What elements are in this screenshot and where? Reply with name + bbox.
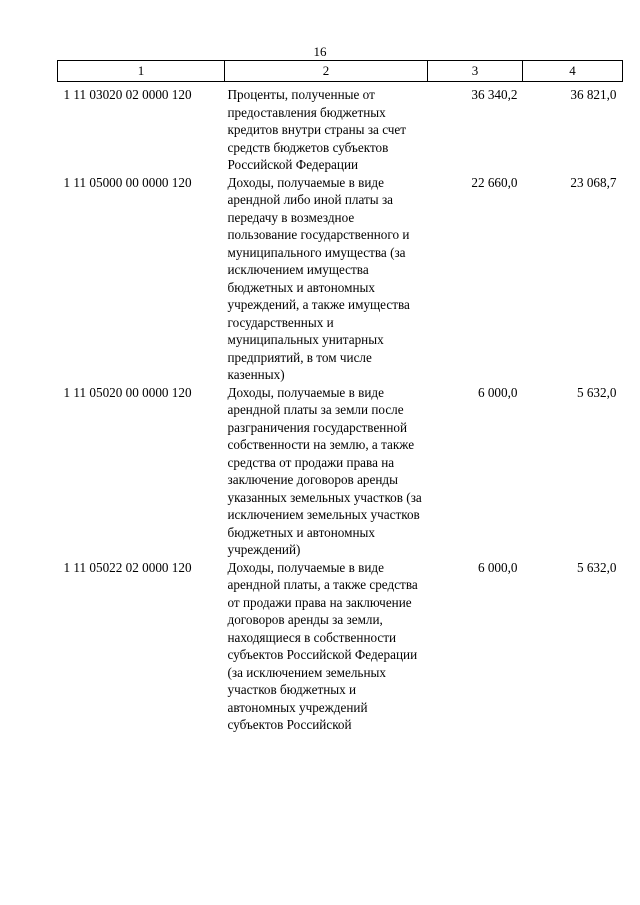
budget-code: 1 11 03020 02 0000 120 [63, 87, 192, 102]
budget-code: 1 11 05000 00 0000 120 [63, 174, 192, 190]
income-description: Доходы, получаемые в виде арендной платы за земли после разграничения государственной собственности на землю, а также средства от продажи права на заключение договоров аренды указанных земельных участков (за исключением земельных участков бюджетных и автономных учреждений) [227, 384, 422, 557]
amount-column-4: 23 068,7 [570, 174, 617, 190]
income-description: Доходы, получаемые в виде арендной платы, а также средства от продажи права на заключение договоров аренды за земли, находящиеся в собственности субъектов Российской Федерации (за исключением земельных участков бюджетных и автономных учреждений субъектов Российской [227, 559, 418, 732]
column-header-3: 3 [428, 61, 523, 82]
table-header-row [58, 61, 623, 82]
column-header-2: 2 [225, 61, 428, 82]
table-row [58, 174, 623, 384]
amount-column-3: 22 660,0 [471, 174, 518, 190]
budget-code: 1 11 05020 00 0000 120 [63, 384, 192, 400]
amount-column-4: 5 632,0 [576, 559, 617, 575]
table-row [58, 559, 623, 734]
table-row [58, 82, 623, 174]
amount-column-3: 36 340,2 [471, 87, 518, 102]
amount-column-3: 6 000,0 [477, 559, 518, 575]
income-description: Проценты, полученные от предоставления бюджетных кредитов внутри страны за счет средств бюджетов субъектов Российской Федерации [227, 87, 407, 172]
amount-column-4: 36 821,0 [570, 87, 617, 102]
amount-column-4: 5 632,0 [576, 384, 617, 400]
page-number: 16 [313, 44, 327, 59]
budget-code: 1 11 05022 02 0000 120 [63, 559, 192, 575]
column-header-1: 1 [58, 61, 225, 82]
table-row [58, 384, 623, 559]
amount-column-3: 6 000,0 [477, 384, 518, 400]
income-description: Доходы, получаемые в виде арендной либо иной платы за передачу в возмездное пользование государственного и муниципального имущества (за исключением имущества бюджетных и автономных учреждений, а также имущества государственных и муниципальных унитарных предприятий, в том числе казенных) [227, 174, 410, 382]
column-header-4: 4 [523, 61, 623, 82]
budget-table [57, 60, 623, 734]
